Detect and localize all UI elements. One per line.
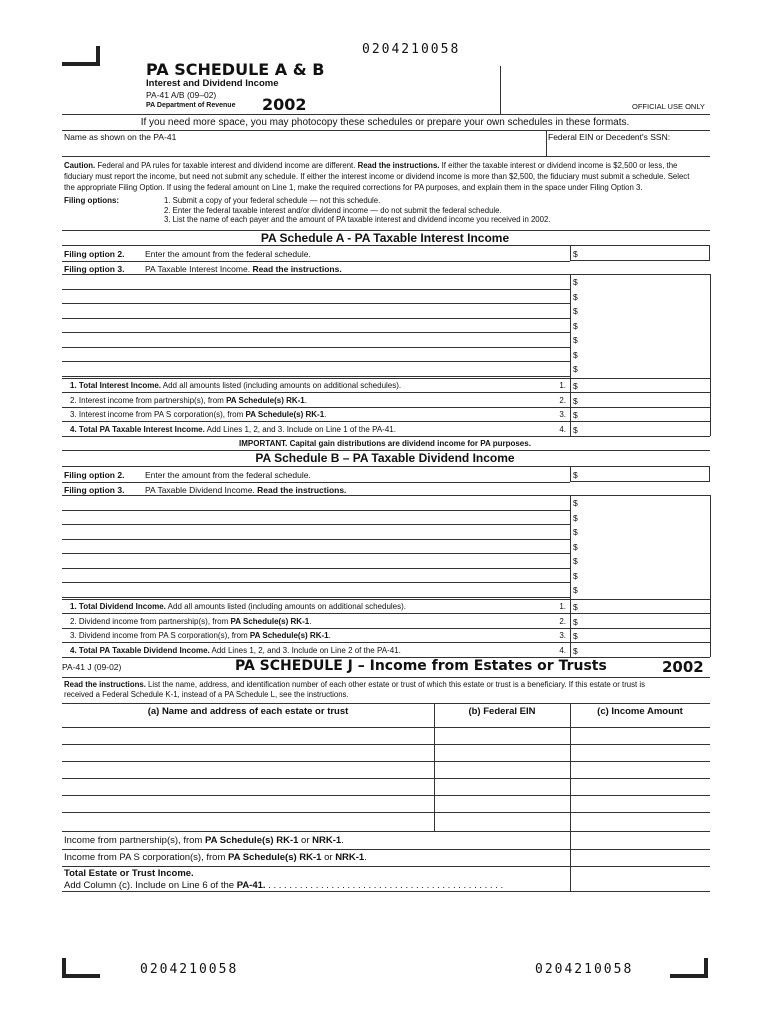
schedule-a-line-1-label: 1. Total Interest Income. Add all amounts listed (including amounts on additional schedules). — [70, 381, 402, 390]
partnership-income-amount[interactable] — [572, 833, 708, 848]
partnership-income-label: Income from partnership(s), from PA Schedule(s) RK-1 or NRK-1. — [64, 835, 344, 846]
page-title: PA SCHEDULE A & B — [146, 60, 325, 79]
corner-mark-bottom-right — [670, 958, 708, 978]
corner-mark-top-left — [62, 46, 100, 66]
schedule-j-form-code: PA-41 J (09-02) — [62, 662, 122, 672]
schedule-a-payer-amount[interactable]: $ — [573, 350, 578, 360]
schedule-a-line-4-amount[interactable]: $ — [573, 425, 578, 435]
schedule-a-payer-row[interactable] — [62, 332, 570, 347]
corner-mark-bottom-left — [62, 958, 100, 978]
schedule-b-fo2-text: Enter the amount from the federal schedule. — [145, 470, 311, 480]
caution-text: Caution. Federal and PA rules for taxable interest and dividend income are different. Read the instructions. If either the taxable interest or dividend income is $2,500 or less, the fiduciary must report the income, but need not submit any schedule. If either the interest income or dividend income is more than $2,500, the fiduciary must submit a schedule. Select the appropriate Filing Option. If using the federal amount on Line 1, make the required corrections for PA purposes, and explain them in the space under Filing Option 3. — [64, 161, 690, 192]
schedule-a-line-2-label: 2. Interest income from partnership(s), from PA Schedule(s) RK-1. — [70, 396, 307, 405]
schedule-b-payer-row[interactable] — [62, 582, 570, 597]
schedule-b-payer-row[interactable] — [62, 524, 570, 539]
schedule-b-payer-row[interactable] — [62, 510, 570, 525]
total-estate-text: Add Column (c). Include on Line 6 of the PA-41. . . . . . . . . . . . . . . . . . . . . . . . . . . . . . . . . . . . . . . . . . . . . . — [64, 880, 504, 891]
schedule-b-fo3-label: Filing option 3. — [64, 485, 125, 495]
schedule-a-line-4-number: 4. — [559, 425, 566, 434]
schedule-a-payer-row[interactable] — [62, 318, 570, 333]
schedule-a-payer-amount[interactable]: $ — [573, 277, 578, 287]
schedule-a-fo2-label: Filing option 2. — [64, 249, 125, 259]
schedule-a-fo3-text: PA Taxable Interest Income. Read the instructions. — [145, 264, 342, 274]
schedule-b-payer-amount[interactable]: $ — [573, 513, 578, 523]
schedule-b-line-2-label: 2. Dividend income from partnership(s), from PA Schedule(s) RK-1. — [70, 617, 312, 626]
filing-options-label: Filing options: — [64, 196, 120, 205]
schedule-a-payer-row[interactable] — [62, 303, 570, 318]
schedule-a-payer-amount[interactable]: $ — [573, 364, 578, 374]
schedule-a-title: PA Schedule A - PA Taxable Interest Income — [260, 231, 510, 245]
schedule-a-fo2-text: Enter the amount from the federal schedule. — [145, 249, 311, 259]
schedule-a-payer-row[interactable] — [62, 347, 570, 362]
schedule-b-payer-amount[interactable]: $ — [573, 542, 578, 552]
estate-ein-entries[interactable] — [436, 712, 568, 830]
col-a-header: (a) Name and address of each estate or trust — [147, 706, 349, 717]
photocopy-note: If you need more space, you may photocopy these schedules or prepare your own schedules in these formats. — [140, 117, 630, 128]
ein-label: Federal EIN or Decedent's SSN: — [548, 132, 671, 142]
schedule-b-payer-row[interactable] — [62, 539, 570, 554]
schedule-b-payer-row[interactable] — [62, 495, 570, 510]
schedule-a-payer-amount[interactable]: $ — [573, 306, 578, 316]
schedule-a-line-3-number: 3. — [559, 410, 566, 419]
schedule-a-payer-amount[interactable]: $ — [573, 292, 578, 302]
schedule-b-line-2-amount[interactable]: $ — [573, 617, 578, 627]
total-estate-label: Total Estate or Trust Income. — [64, 868, 194, 879]
capital-gain-note: IMPORTANT. Capital gain distributions are dividend income for PA purposes. — [239, 439, 531, 448]
schedule-a-payer-amount[interactable]: $ — [573, 335, 578, 345]
form-code: PA-41 A/B (09–02) — [146, 90, 217, 100]
schedule-b-payer-amount[interactable]: $ — [573, 498, 578, 508]
schedule-b-line-3-label: 3. Dividend income from PA S corporation(s), from PA Schedule(s) RK-1. — [70, 631, 331, 640]
filing-options-list: 1. Submit a copy of your federal schedule — not this schedule. 2. Enter the federal taxable interest and/or dividend income — do not submit the federal schedule. 3. List the name of each payer and the amount of PA taxable interest and dividend income you received in 2002. — [164, 196, 551, 224]
barcode-bottom-left: 0204210058 — [140, 962, 239, 977]
schedule-a-payer-row[interactable] — [62, 274, 570, 289]
name-label: Name as shown on the PA-41 — [64, 132, 177, 142]
schedule-a-line-4-label: 4. Total PA Taxable Interest Income. Add Lines 1, 2, and 3. Include on Line 1 of the PA-41. — [70, 425, 396, 434]
scorp-income-amount[interactable] — [572, 851, 708, 865]
schedule-j-year: 2002 — [662, 658, 704, 676]
schedule-b-payer-amount[interactable]: $ — [573, 527, 578, 537]
schedule-a-line-1-number: 1. — [559, 381, 566, 390]
schedule-a-line-2-amount[interactable]: $ — [573, 396, 578, 406]
schedule-a-line-2-number: 2. — [559, 396, 566, 405]
barcode-top: 0204210058 — [362, 42, 461, 57]
tax-year: 2002 — [262, 95, 307, 114]
official-use-label: OFFICIAL USE ONLY — [632, 102, 705, 111]
department: PA Department of Revenue — [146, 102, 236, 109]
schedule-a-fo3-label: Filing option 3. — [64, 264, 125, 274]
schedule-a-line-1-amount[interactable]: $ — [573, 381, 578, 391]
schedule-b-line-1-label: 1. Total Dividend Income. Add all amounts listed (including amounts on additional schedules). — [70, 602, 407, 611]
schedule-b-line-4-label: 4. Total PA Taxable Dividend Income. Add Lines 1, 2, and 3. Include on Line 2 of the PA-41. — [70, 646, 401, 655]
schedule-a-payer-amount[interactable]: $ — [573, 321, 578, 331]
ein-field[interactable] — [548, 142, 708, 156]
schedule-b-fo2-label: Filing option 2. — [64, 470, 125, 480]
col-c-header: (c) Income Amount — [597, 706, 683, 717]
schedule-b-line-1-amount[interactable]: $ — [573, 602, 578, 612]
name-field[interactable] — [64, 142, 544, 156]
schedule-a-fo2-amount[interactable] — [570, 245, 710, 261]
estate-amount-entries[interactable] — [572, 712, 708, 830]
scorp-income-label: Income from PA S corporation(s), from PA Schedule(s) RK-1 or NRK-1. — [64, 852, 367, 863]
schedule-b-payer-row[interactable] — [62, 568, 570, 583]
schedule-b-fo2-amount[interactable] — [570, 466, 710, 482]
schedule-b-line-1-number: 1. — [559, 602, 566, 611]
schedule-b-payer-row[interactable] — [62, 553, 570, 568]
schedule-a-payer-row[interactable] — [62, 289, 570, 304]
schedule-b-line-3-number: 3. — [559, 631, 566, 640]
schedule-b-line-2-number: 2. — [559, 617, 566, 626]
estate-name-entries[interactable] — [64, 712, 432, 830]
schedule-b-line-4-amount[interactable]: $ — [573, 646, 578, 656]
barcode-bottom-right: 0204210058 — [535, 962, 634, 977]
schedule-b-line-4-number: 4. — [559, 646, 566, 655]
total-estate-amount[interactable] — [572, 868, 708, 890]
schedule-j-title: PA SCHEDULE J – Income from Estates or Trusts — [235, 658, 607, 674]
schedule-b-payer-amount[interactable]: $ — [573, 556, 578, 566]
schedule-j-instructions: Read the instructions. List the name, address, and identification number of each other estate or trust of which this estate or trust is a beneficiary. If this estate or trust is received a Federal Schedule K-1, instead of a PA Schedule L, see the instructions. — [64, 680, 645, 699]
schedule-b-payer-amount[interactable]: $ — [573, 585, 578, 595]
page-subtitle: Interest and Dividend Income — [146, 78, 279, 89]
schedule-a-line-3-label: 3. Interest income from PA S corporation(s), from PA Schedule(s) RK-1. — [70, 410, 327, 419]
col-b-header: (b) Federal EIN — [468, 706, 536, 717]
schedule-a-payer-row[interactable] — [62, 361, 570, 376]
schedule-b-title: PA Schedule B – PA Taxable Dividend Income — [255, 451, 515, 465]
schedule-b-payer-amount[interactable]: $ — [573, 571, 578, 581]
schedule-a-line-3-amount[interactable]: $ — [573, 410, 578, 420]
schedule-b-fo3-text: PA Taxable Dividend Income. Read the instructions. — [145, 485, 347, 495]
schedule-b-line-3-amount[interactable]: $ — [573, 631, 578, 641]
